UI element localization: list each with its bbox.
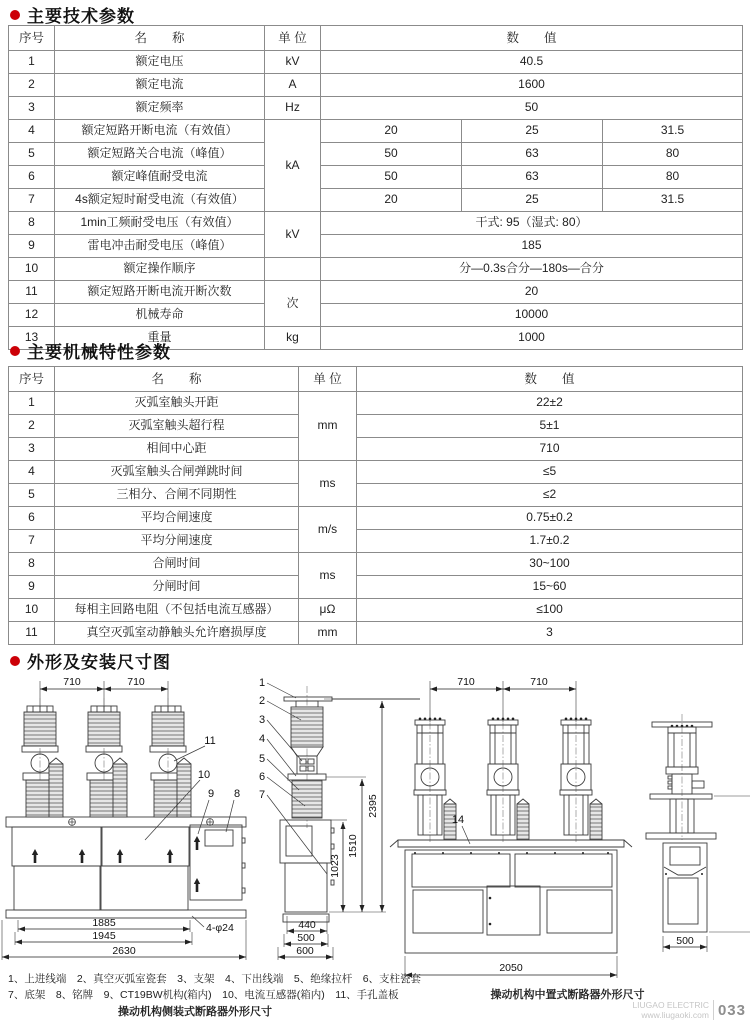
parts-legend-line1: 1、上进线端 2、真空灭弧室瓷套 3、支架 4、下出线端 5、绝缘拉杆 6、支柱瓷套 bbox=[8, 973, 422, 985]
table-row bbox=[9, 258, 743, 281]
dim-1885: 1885 bbox=[92, 917, 116, 929]
callout-10: 10 bbox=[197, 769, 211, 781]
cell-name: 三相分、合闸不同期性 bbox=[55, 484, 299, 507]
side-mounted-front-view bbox=[2, 676, 246, 960]
cell-no: 11 bbox=[9, 281, 55, 304]
page-number: 033 bbox=[717, 1001, 746, 1019]
cell-name: 额定短路开断电流（有效值） bbox=[55, 120, 265, 143]
nameplate-window bbox=[205, 830, 233, 846]
cell-unit bbox=[265, 258, 321, 281]
dim-600: 600 bbox=[296, 945, 314, 957]
cell-value: 20 bbox=[321, 281, 743, 304]
cell-no: 12 bbox=[9, 304, 55, 327]
table-row bbox=[9, 415, 743, 438]
cell-value: 31.5 bbox=[603, 189, 743, 212]
cell-value: 710 bbox=[357, 438, 743, 461]
table-row bbox=[9, 143, 743, 166]
table-row bbox=[9, 120, 743, 143]
table-row bbox=[9, 97, 743, 120]
cell-unit: kV bbox=[265, 212, 321, 258]
cell-value: 5±1 bbox=[357, 415, 743, 438]
cell-value: ≤2 bbox=[357, 484, 743, 507]
callout-8: 8 bbox=[233, 788, 241, 800]
tech-params-table bbox=[8, 25, 743, 350]
cell-name: 4s额定短时耐受电流（有效值） bbox=[55, 189, 265, 212]
parts-legend-line2: 7、底架 8、铭牌 9、CT19BW机构(箱内) 10、电流互感器(箱内) 11、手孔盖板 bbox=[8, 989, 399, 1001]
cell-name: 额定电流 bbox=[55, 74, 265, 97]
callout-6: 6 bbox=[258, 771, 266, 783]
cell-value: 185 bbox=[321, 235, 743, 258]
cell-name: 额定频率 bbox=[55, 97, 265, 120]
callout-11: 11 bbox=[204, 735, 216, 747]
cell-unit: ms bbox=[299, 553, 357, 599]
cell-unit: m/s bbox=[299, 507, 357, 553]
callout-3: 3 bbox=[258, 714, 266, 726]
mid-mounted-side-view bbox=[646, 714, 750, 952]
cell-no: 2 bbox=[9, 74, 55, 97]
callout-2: 2 bbox=[258, 695, 266, 707]
table-row bbox=[9, 484, 743, 507]
cell-value: 1000 bbox=[321, 327, 743, 350]
dim-1510: 1510 bbox=[347, 834, 359, 858]
cell-value: 分—0.3s合分—180s—合分 bbox=[321, 258, 743, 281]
mech-params-table bbox=[8, 366, 743, 645]
cell-no: 9 bbox=[9, 235, 55, 258]
cell-value: 25 bbox=[462, 120, 603, 143]
cell-value: 15~60 bbox=[357, 576, 743, 599]
cell-no: 3 bbox=[9, 438, 55, 461]
table-row bbox=[9, 212, 743, 235]
cell-value: 50 bbox=[321, 166, 462, 189]
caption-side-mounted: 操动机构侧装式断路器外形尺寸 bbox=[118, 1006, 272, 1018]
dim-500: 500 bbox=[297, 932, 315, 944]
cell-value: 10000 bbox=[321, 304, 743, 327]
cell-unit: kV bbox=[265, 51, 321, 74]
cell-no: 6 bbox=[9, 507, 55, 530]
cell-value: 63 bbox=[462, 143, 603, 166]
col-no: 序号 bbox=[9, 367, 55, 392]
cell-no: 2 bbox=[9, 415, 55, 438]
table-row bbox=[9, 189, 743, 212]
table-row bbox=[9, 51, 743, 74]
cell-value: 80 bbox=[603, 166, 743, 189]
cell-name: 真空灭弧室动静触头允许磨损厚度 bbox=[55, 622, 299, 645]
dim-440: 440 bbox=[298, 919, 316, 931]
col-value: 数 值 bbox=[321, 26, 743, 51]
cell-unit: mm bbox=[299, 392, 357, 461]
bullet-icon bbox=[10, 346, 20, 356]
cell-no: 10 bbox=[9, 258, 55, 281]
table-row bbox=[9, 166, 743, 189]
cell-unit: A bbox=[265, 74, 321, 97]
cell-no: 7 bbox=[9, 189, 55, 212]
cell-name: 机械寿命 bbox=[55, 304, 265, 327]
cell-name: 额定短路关合电流（峰值） bbox=[55, 143, 265, 166]
cell-value: 20 bbox=[321, 189, 462, 212]
table-row bbox=[9, 576, 743, 599]
cell-no: 1 bbox=[9, 392, 55, 415]
table-row bbox=[9, 530, 743, 553]
cell-no: 4 bbox=[9, 461, 55, 484]
cell-name: 1min工频耐受电压（有效值） bbox=[55, 212, 265, 235]
cell-value: ≤100 bbox=[357, 599, 743, 622]
cell-unit: Hz bbox=[265, 97, 321, 120]
dim-1945: 1945 bbox=[92, 930, 116, 942]
col-value: 数 值 bbox=[357, 367, 743, 392]
col-no: 序号 bbox=[9, 26, 55, 51]
bullet-icon bbox=[10, 10, 20, 20]
cell-value: 30~100 bbox=[357, 553, 743, 576]
table-row bbox=[9, 74, 743, 97]
dim-710-right: 710 bbox=[530, 676, 548, 688]
table-row bbox=[9, 507, 743, 530]
cell-no: 13 bbox=[9, 327, 55, 350]
table-header-row bbox=[9, 26, 743, 51]
dim-710-right: 710 bbox=[127, 676, 145, 688]
table-row bbox=[9, 599, 743, 622]
bullet-icon bbox=[10, 656, 20, 666]
col-name: 名 称 bbox=[55, 367, 299, 392]
cell-value: 干式: 95（湿式: 80） bbox=[321, 212, 743, 235]
cell-value: 50 bbox=[321, 143, 462, 166]
cell-no: 8 bbox=[9, 553, 55, 576]
cell-value: 25 bbox=[462, 189, 603, 212]
cell-value: 20 bbox=[321, 120, 462, 143]
cell-no: 7 bbox=[9, 530, 55, 553]
cell-unit: μΩ bbox=[299, 599, 357, 622]
cell-no: 11 bbox=[9, 622, 55, 645]
cell-no: 5 bbox=[9, 143, 55, 166]
cell-name: 灭弧室触头开距 bbox=[55, 392, 299, 415]
cell-no: 3 bbox=[9, 97, 55, 120]
table-row bbox=[9, 553, 743, 576]
callout-4: 4 bbox=[258, 733, 266, 745]
cell-no: 1 bbox=[9, 51, 55, 74]
cell-no: 6 bbox=[9, 166, 55, 189]
cell-name: 相间中心距 bbox=[55, 438, 299, 461]
callout-5: 5 bbox=[258, 753, 266, 765]
dim-1023: 1023 bbox=[329, 854, 341, 878]
table-row bbox=[9, 461, 743, 484]
cell-name: 额定峰值耐受电流 bbox=[55, 166, 265, 189]
callout-7: 7 bbox=[258, 789, 266, 801]
cell-value: 1.7±0.2 bbox=[357, 530, 743, 553]
page-footer bbox=[632, 1000, 746, 1020]
cell-value: 50 bbox=[321, 97, 743, 120]
cell-no: 10 bbox=[9, 599, 55, 622]
brand-name: LIUGAO ELECTRIC bbox=[632, 1000, 709, 1010]
brand-url: www.liugaoki.com bbox=[641, 1010, 709, 1021]
cell-name: 平均合闸速度 bbox=[55, 507, 299, 530]
cell-name: 额定电压 bbox=[55, 51, 265, 74]
dim-710-left: 710 bbox=[457, 676, 475, 688]
cell-unit: ms bbox=[299, 461, 357, 507]
table-row bbox=[9, 392, 743, 415]
cell-no: 5 bbox=[9, 484, 55, 507]
cell-unit: 次 bbox=[265, 281, 321, 327]
section-title-text: 外形及安装尺寸图 bbox=[27, 653, 171, 672]
cell-value: 40.5 bbox=[321, 51, 743, 74]
cell-no: 4 bbox=[9, 120, 55, 143]
caption-mid-mounted: 操动机构中置式断路器外形尺寸 bbox=[490, 989, 645, 1001]
cell-value: ≤5 bbox=[357, 461, 743, 484]
cell-value: 22±2 bbox=[357, 392, 743, 415]
dim-2395: 2395 bbox=[367, 794, 379, 818]
cell-name: 合闸时间 bbox=[55, 553, 299, 576]
cell-unit: kg bbox=[265, 327, 321, 350]
table-row bbox=[9, 304, 743, 327]
dim-2050: 2050 bbox=[499, 962, 523, 974]
cell-name: 灭弧室触头超行程 bbox=[55, 415, 299, 438]
mid-mounted-front-view bbox=[390, 676, 632, 978]
table-row bbox=[9, 281, 743, 304]
cell-value: 3 bbox=[357, 622, 743, 645]
brand-watermark bbox=[632, 1000, 709, 1020]
cell-value: 1600 bbox=[321, 74, 743, 97]
cell-value: 63 bbox=[462, 166, 603, 189]
cell-value: 31.5 bbox=[603, 120, 743, 143]
col-unit: 单 位 bbox=[265, 26, 321, 51]
footer-divider bbox=[713, 1000, 714, 1020]
table-row bbox=[9, 438, 743, 461]
cell-unit: kA bbox=[265, 120, 321, 212]
section-title-mech bbox=[10, 338, 171, 363]
cell-name: 雷电冲击耐受电压（峰值） bbox=[55, 235, 265, 258]
dim-500: 500 bbox=[676, 935, 694, 947]
cell-name: 分闸时间 bbox=[55, 576, 299, 599]
callout-1: 1 bbox=[258, 677, 266, 689]
section-title-tech bbox=[10, 2, 135, 27]
cell-name: 每相主回路电阻（不包括电流互感器） bbox=[55, 599, 299, 622]
dim-710-left: 710 bbox=[63, 676, 81, 688]
table-header-row bbox=[9, 367, 743, 392]
dim-holes: 4-φ24 bbox=[206, 922, 234, 934]
cell-value: 80 bbox=[603, 143, 743, 166]
cell-name: 额定短路开断电流开断次数 bbox=[55, 281, 265, 304]
table-row bbox=[9, 235, 743, 258]
callout-9: 9 bbox=[207, 788, 215, 800]
col-name: 名 称 bbox=[55, 26, 265, 51]
cell-name: 重量 bbox=[55, 327, 265, 350]
section-title-text: 主要技术参数 bbox=[27, 7, 135, 26]
breaker-side-view bbox=[259, 677, 420, 960]
callout-14: 14 bbox=[451, 814, 465, 826]
cell-unit: mm bbox=[299, 622, 357, 645]
section-title-text: 主要机械特性参数 bbox=[27, 343, 171, 362]
cell-no: 9 bbox=[9, 576, 55, 599]
cell-name: 灭弧室触头合闸弹跳时间 bbox=[55, 461, 299, 484]
table-row bbox=[9, 622, 743, 645]
cell-name: 额定操作顺序 bbox=[55, 258, 265, 281]
cell-no: 8 bbox=[9, 212, 55, 235]
col-unit: 单 位 bbox=[299, 367, 357, 392]
cell-name: 平均分闸速度 bbox=[55, 530, 299, 553]
cell-value: 0.75±0.2 bbox=[357, 507, 743, 530]
dim-2630: 2630 bbox=[112, 945, 136, 957]
